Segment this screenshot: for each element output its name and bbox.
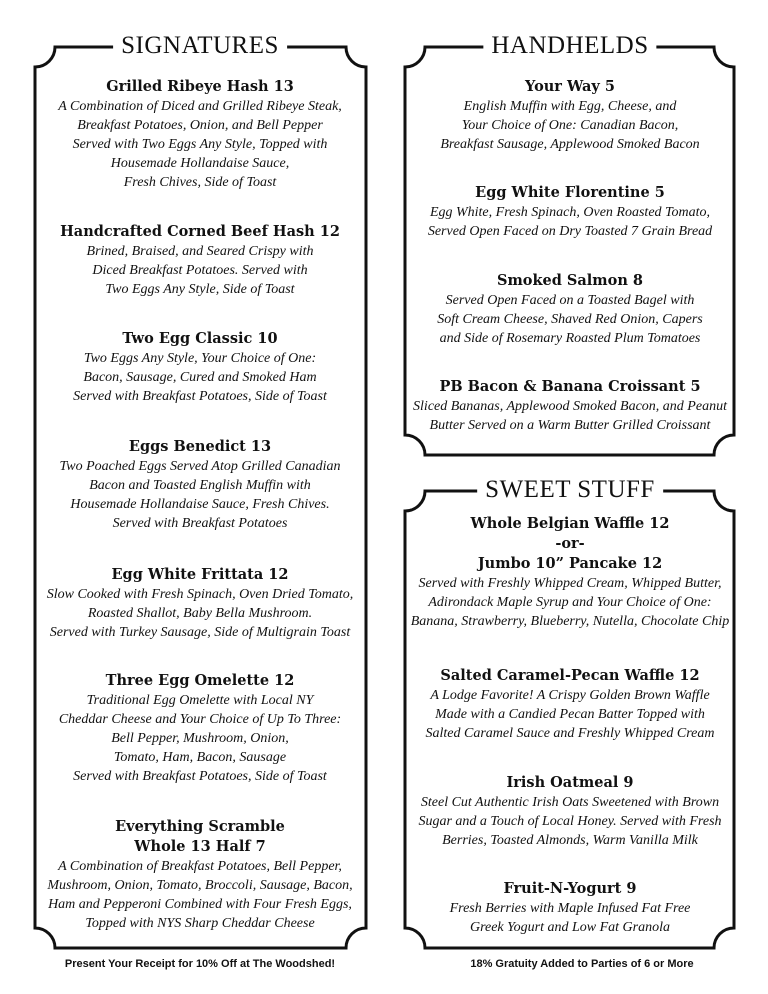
menu-item-name: Eggs Benedict 13 (128, 438, 272, 455)
menu-item-name: Fruit-N-Yogurt 9 (503, 880, 637, 897)
menu-item-description: Housemade Hollandaise Sauce, Fresh Chives. (70, 497, 330, 512)
menu-item (73, 329, 327, 406)
menu-item-name: Two Egg Classic 10 (122, 330, 278, 347)
menu-item-description: Steel Cut Authentic Irish Oats Sweetened with Brown (420, 795, 720, 810)
menu-item-name: Whole 13 Half 7 (134, 838, 266, 855)
menu-item (440, 77, 699, 154)
menu-item (60, 222, 340, 299)
menu-item-name: PB Bacon & Banana Croissant 5 (439, 378, 701, 395)
menu-item-description: Made with a Candied Pecan Batter Topped with (435, 707, 705, 722)
menu-item-description: Sugar and a Touch of Local Honey. Served with Fresh (418, 814, 722, 829)
menu-item (58, 77, 342, 192)
footer-gratuity-note: 18% Gratuity Added to Parties of 6 or More (470, 958, 694, 970)
menu-item-name: Three Egg Omelette 12 (105, 672, 295, 689)
menu-item-description: Served with Turkey Sausage, Side of Multigrain Toast (49, 625, 351, 640)
menu-item-description: Housemade Hollandaise Sauce, (110, 156, 290, 171)
menu-item-description: Traditional Egg Omelette with Local NY (86, 693, 314, 708)
menu-item-description: Mushroom, Onion, Tomato, Broccoli, Sausage, Bacon, (47, 878, 353, 893)
menu-item-description: Topped with NYS Sharp Cheddar Cheese (85, 916, 315, 931)
menu-item (47, 565, 354, 642)
menu-item-name: Egg White Frittata 12 (111, 566, 289, 583)
menu-item-description: Adirondack Maple Syrup and Your Choice of One: (428, 595, 712, 610)
menu-item-description: Brined, Braised, and Seared Crispy with (86, 244, 314, 259)
menu-item-description: Ham and Pepperoni Combined with Four Fresh Eggs, (48, 897, 352, 912)
menu-item-name: Egg White Florentine 5 (475, 184, 665, 201)
menu-item-name: Smoked Salmon 8 (496, 272, 644, 289)
menu-item-name: Everything Scramble (115, 818, 285, 835)
menu-item-description: Bacon and Toasted English Muffin with (89, 478, 311, 493)
menu-item-description: Bell Pepper, Mushroom, Onion, (111, 731, 289, 746)
menu-item-description: Breakfast Potatoes, Onion, and Bell Pepper (77, 118, 323, 133)
section-title: SIGNATURES (113, 31, 287, 61)
menu-item-description: Served Open Faced on a Toasted Bagel with (445, 293, 695, 308)
menu-item-description: Diced Breakfast Potatoes. Served with (92, 263, 308, 278)
menu-item (413, 377, 727, 435)
menu-item-name: -or- (555, 535, 585, 552)
menu-item (428, 183, 712, 241)
menu-item-description: Sliced Bananas, Applewood Smoked Bacon, and Peanut (413, 399, 727, 414)
menu-item-description: Bacon, Sausage, Cured and Smoked Ham (83, 370, 317, 385)
menu-item-description: Fresh Chives, Side of Toast (123, 175, 277, 190)
menu-item-description: Berries, Toasted Almonds, Warm Vanilla Milk (442, 833, 698, 848)
menu-item (425, 666, 714, 743)
menu-item-description: Tomato, Ham, Bacon, Sausage (113, 750, 287, 765)
menu-item (437, 271, 702, 348)
menu-item-description: A Lodge Favorite! A Crispy Golden Brown Waffle (430, 688, 710, 703)
menu-item-name: Irish Oatmeal 9 (506, 774, 634, 791)
menu-item-description: Served with Freshly Whipped Cream, Whipped Butter, (418, 576, 722, 591)
menu-item-description: Fresh Berries with Maple Infused Fat Free (449, 901, 691, 916)
menu-item-description: Two Poached Eggs Served Atop Grilled Canadian (59, 459, 341, 474)
menu-item-description: Slow Cooked with Fresh Spinach, Oven Dried Tomato, (46, 587, 354, 602)
menu-item-name: Grilled Ribeye Hash 13 (106, 78, 294, 95)
menu-item-description: Served with Breakfast Potatoes, Side of Toast (73, 769, 327, 784)
menu-item-name: Jumbo 10” Pancake 12 (477, 555, 663, 572)
menu-item-description: Two Eggs Any Style, Your Choice of One: (83, 351, 317, 366)
menu-item-description: Soft Cream Cheese, Shaved Red Onion, Capers (437, 312, 703, 327)
menu-item-description: Egg White, Fresh Spinach, Oven Roasted Tomato, (429, 205, 711, 220)
section-title: SWEET STUFF (477, 475, 663, 505)
menu-item-description: A Combination of Diced and Grilled Ribeye Steak, (58, 99, 342, 114)
menu-item-description: Salted Caramel Sauce and Freshly Whipped Cream (425, 726, 715, 741)
menu-item-description: Served with Breakfast Potatoes, Side of Toast (73, 389, 327, 404)
menu-item-description: Roasted Shallot, Baby Bella Mushroom. (87, 606, 313, 621)
menu-item-description: Banana, Strawberry, Blueberry, Nutella, Chocolate Chip (410, 614, 730, 629)
menu-item (418, 773, 721, 850)
menu-item-name: Whole Belgian Waffle 12 (470, 515, 670, 532)
menu-item-description: Butter Served on a Warm Butter Grilled Croissant (429, 418, 711, 433)
menu-item-description: English Muffin with Egg, Cheese, and (463, 99, 677, 114)
menu-item-name: Salted Caramel-Pecan Waffle 12 (440, 667, 700, 684)
menu-item (59, 671, 341, 786)
menu-item (450, 879, 691, 937)
menu-item-description: Served Open Faced on Dry Toasted 7 Grain Bread (427, 224, 713, 239)
menu-item-description: A Combination of Breakfast Potatoes, Bell Pepper, (58, 859, 342, 874)
menu-item-description: Cheddar Cheese and Your Choice of Up To Three: (58, 712, 342, 727)
section-title: HANDHELDS (483, 31, 656, 61)
menu-item (59, 437, 340, 533)
menu-item-description: Served with Two Eggs Any Style, Topped with (72, 137, 328, 152)
menu-item-name: Your Way 5 (525, 78, 615, 95)
menu-item-description: Two Eggs Any Style, Side of Toast (105, 282, 295, 297)
menu-item-description: and Side of Rosemary Roasted Plum Tomatoes (439, 331, 701, 346)
menu-item (411, 514, 729, 631)
footer-discount-note: Present Your Receipt for 10% Off at The Woodshed! (64, 958, 336, 970)
menu-item-description: Greek Yogurt and Low Fat Granola (469, 920, 671, 935)
menu-item-description: Breakfast Sausage, Applewood Smoked Bacon (440, 137, 700, 152)
menu-item-description: Served with Breakfast Potatoes (112, 516, 288, 531)
menu-item (47, 817, 352, 933)
menu-item-name: Handcrafted Corned Beef Hash 12 (60, 223, 340, 240)
menu-item-description: Your Choice of One: Canadian Bacon, (461, 118, 679, 133)
